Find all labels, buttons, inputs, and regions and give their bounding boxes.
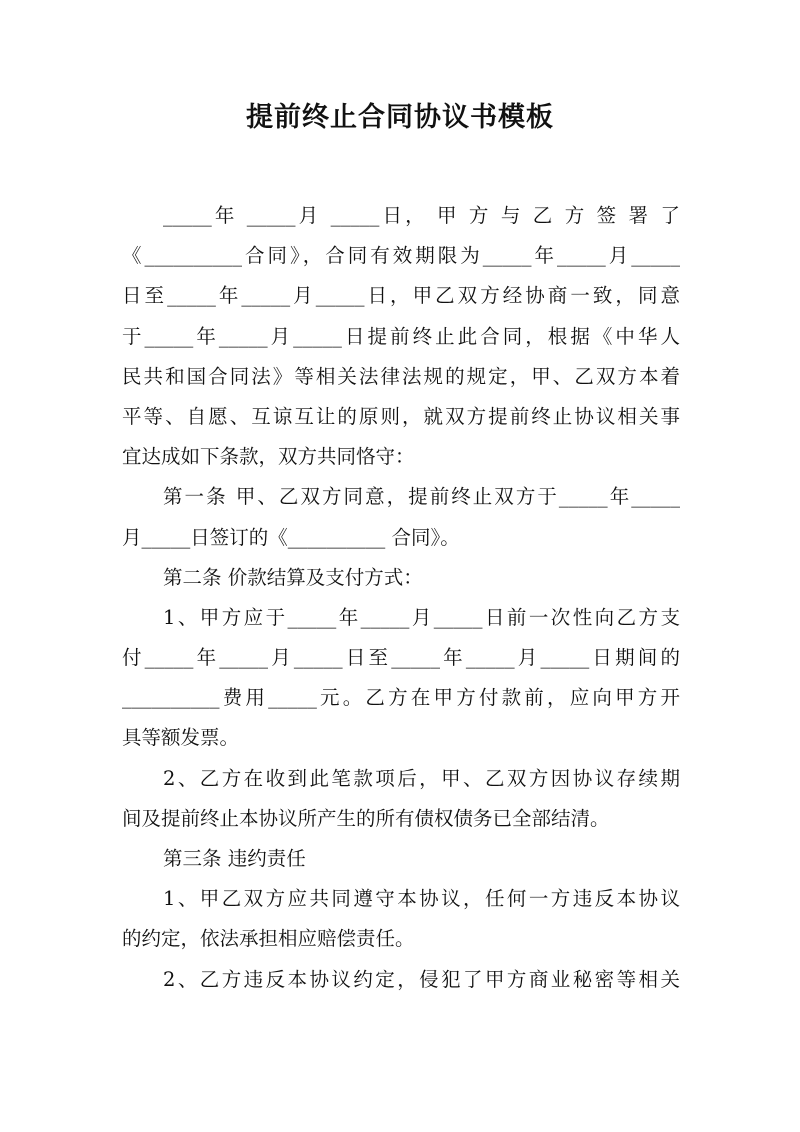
article-3-item-2-line-1: 2、乙方违反本协议约定，侵犯了甲方商业秘密等相关	[163, 967, 680, 991]
article-1-line-1: 第一条 甲、乙双方同意，提前终止双方于_____年_____	[163, 485, 680, 509]
article-2-heading: 第二条 价款结算及支付方式：	[163, 565, 423, 589]
document-body	[122, 196, 680, 1000]
article-2-item-1-line-2: 付_____年_____月_____日至_____年_____月_____日期间的	[122, 646, 680, 670]
article-3-item-1-line-1: 1、甲乙双方应共同遵守本协议，任何一方违反本协议	[163, 887, 680, 911]
article-2-item-1-line-4: 具等额发票。	[122, 726, 240, 750]
article-2-item-2-line-2: 间及提前终止本协议所产生的所有债权债务已全部结清。	[122, 806, 610, 830]
text-line-3: 日至_____年_____月_____日，甲乙双方经协商一致，同意	[122, 284, 680, 308]
text-line-6: 平等、自愿、互谅互让的原则，就双方提前终止协议相关事	[122, 404, 680, 428]
text-line-5: 民共和国合同法》等相关法律法规的规定，甲、乙双方本着	[122, 364, 680, 388]
text-line-2: 《__________合同》，合同有效期限为_____年_____月_____	[122, 244, 680, 268]
article-2-item-2-line-1: 2、乙方在收到此笔款项后，甲、乙双方因协议存续期	[163, 766, 680, 790]
document-title: 提前终止合同协议书模板	[246, 102, 554, 133]
article-3-heading: 第三条 违约责任	[163, 847, 306, 870]
article-2-item-1-line-1: 1、甲方应于_____年_____月_____日前一次性向乙方支	[163, 605, 680, 629]
text-line-7: 宜达成如下条款，双方共同恪守：	[122, 445, 415, 469]
article-2-item-1-line-3: __________费用_____元。乙方在甲方付款前，应向甲方开	[122, 686, 680, 710]
text-line-1: _____年 _____月 _____日， 甲 方 与 乙 方 签 署 了	[163, 204, 680, 227]
article-1-line-2: 月_____日签订的《__________ 合同》。	[122, 525, 460, 549]
text-line-4: 于_____年_____月_____日提前终止此合同，根据《中华人	[122, 324, 680, 348]
article-3-item-1-line-2: 的约定，依法承担相应赔偿责任。	[122, 927, 415, 951]
